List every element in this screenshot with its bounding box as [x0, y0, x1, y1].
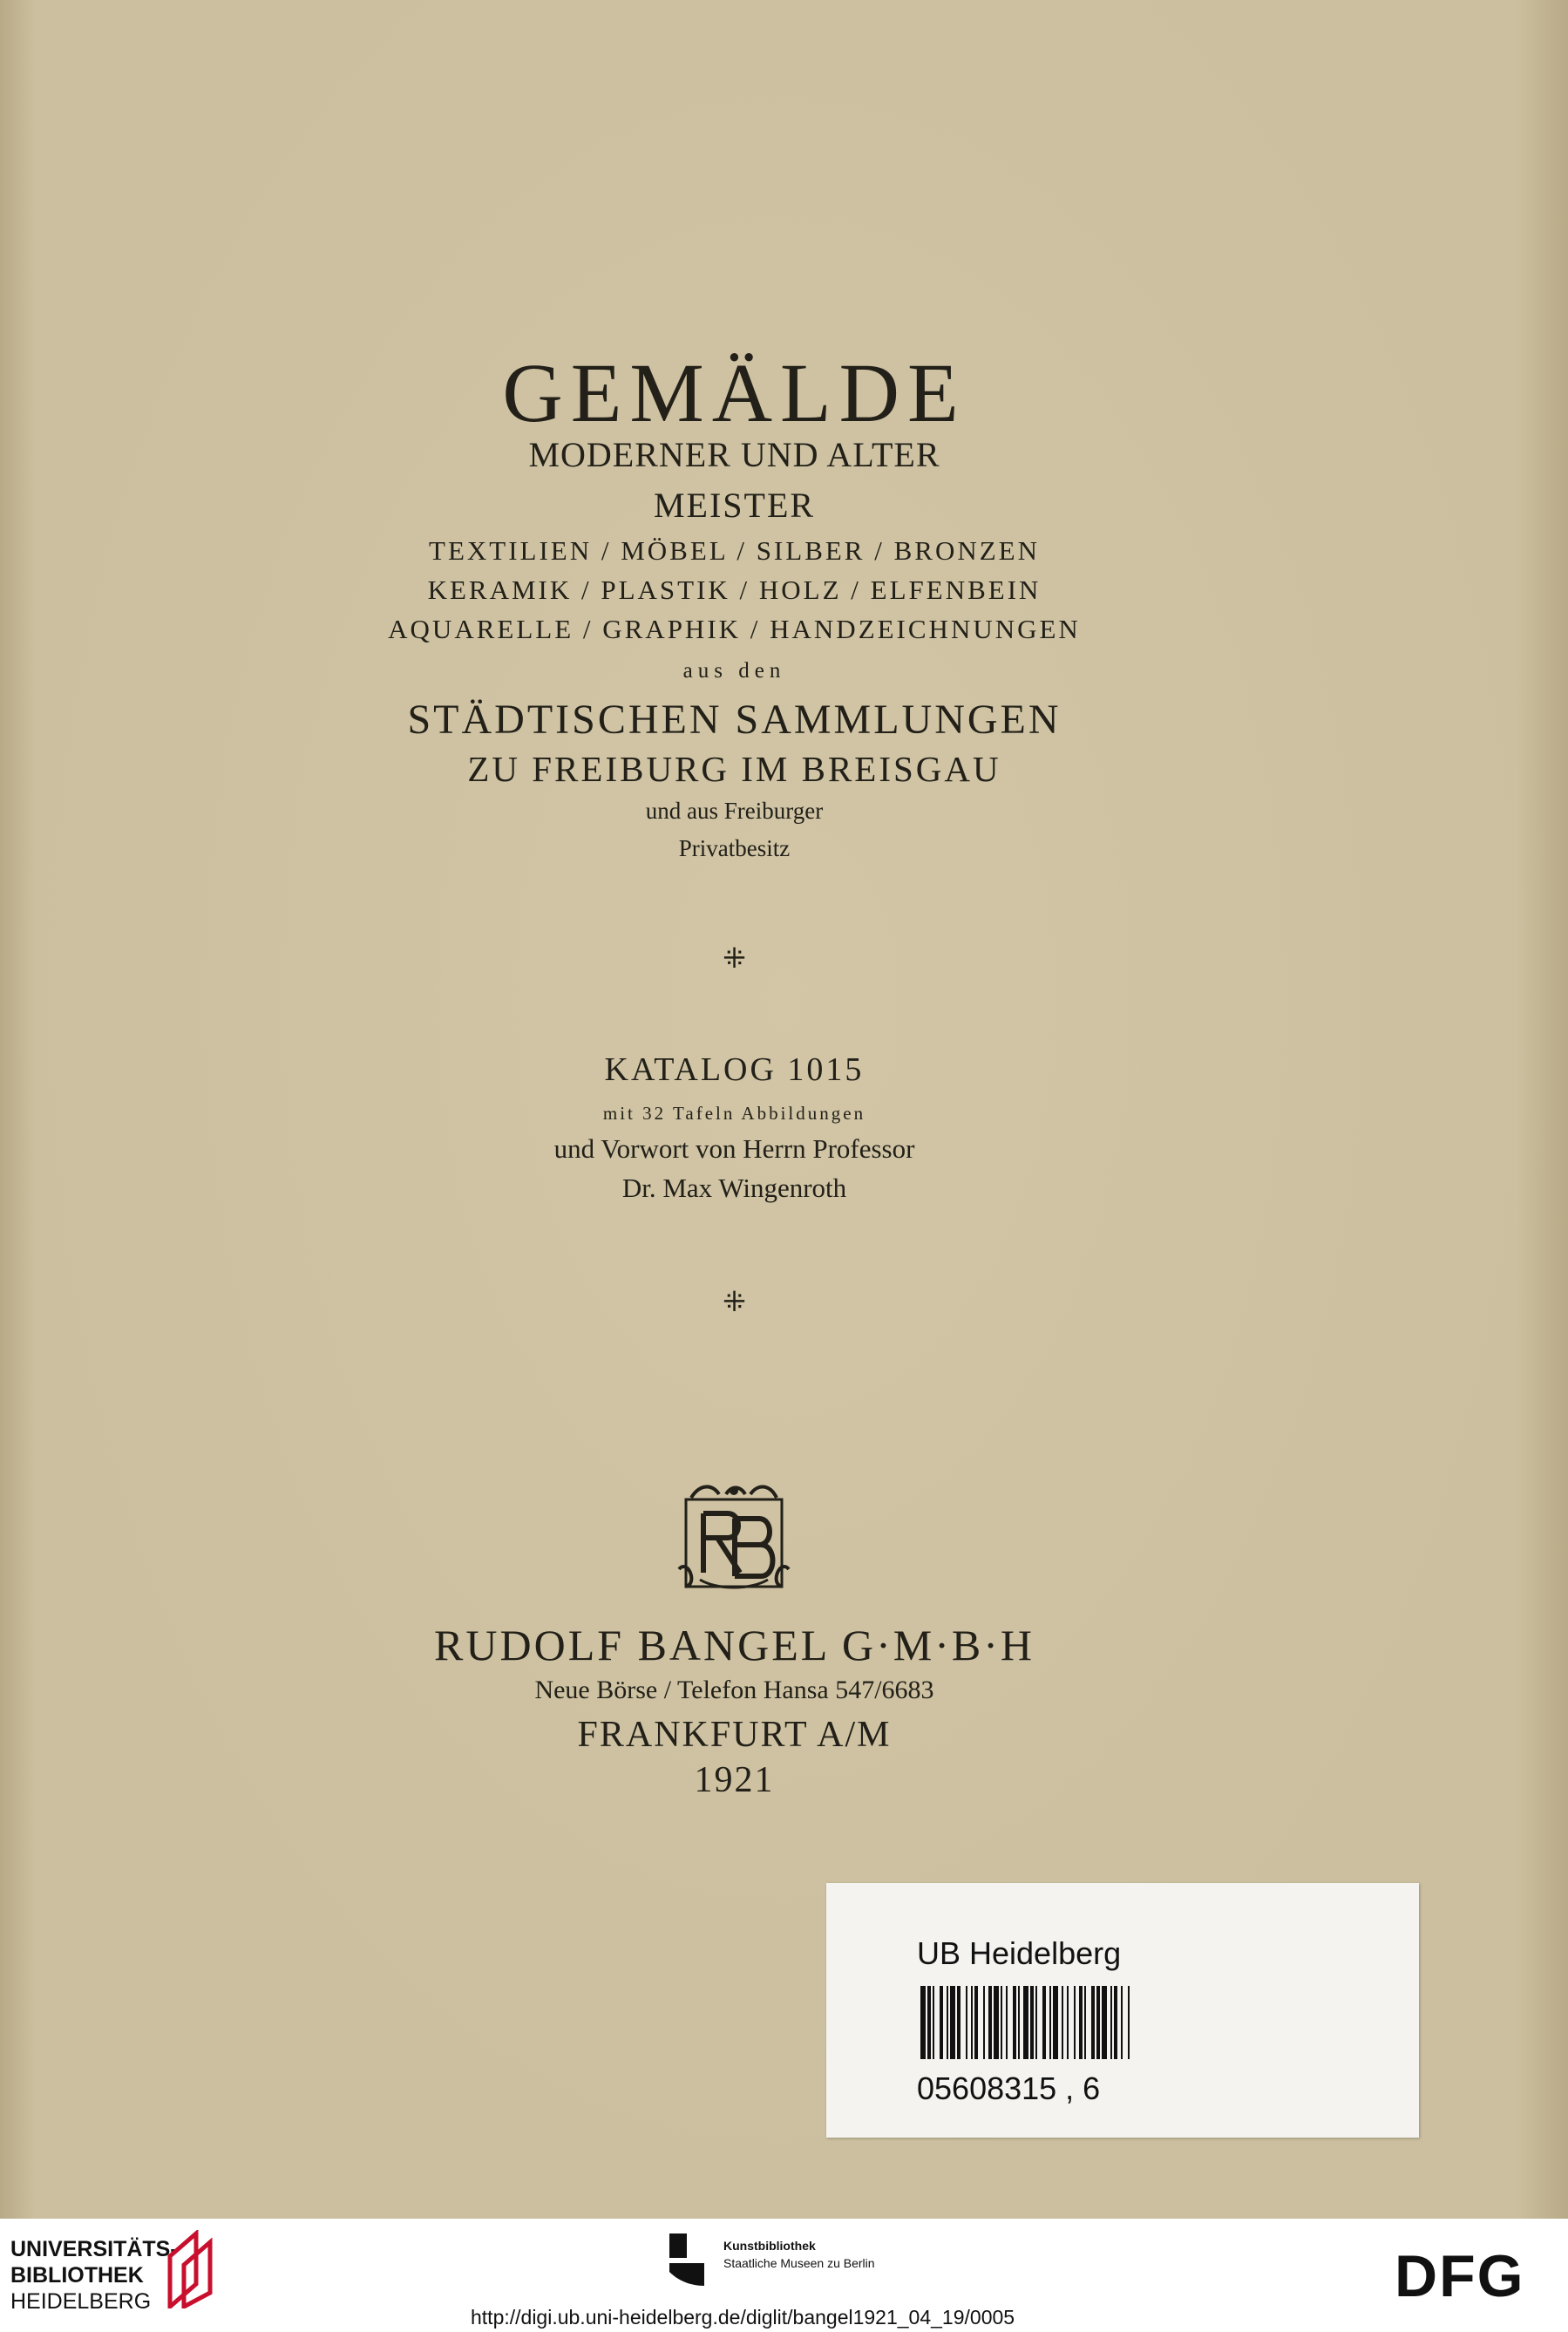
collection-line-1: STÄDTISCHEN SAMMLUNGEN [407, 697, 1062, 743]
private-collection-line-2: Privatbesitz [678, 835, 791, 861]
library-label-number: 05608315 , 6 [917, 2070, 1101, 2106]
aus-den-text: aus den [682, 659, 786, 683]
subtitle-line-1: MODERNER UND ALTER [528, 435, 940, 474]
collection-line-2: ZU FREIBURG IM BREISGAU [467, 749, 1001, 789]
library-label-title: UB Heidelberg [917, 1935, 1122, 1971]
kunstbibliothek-text [723, 2237, 875, 2272]
subtitle-line-2: MEISTER [653, 486, 816, 525]
ub-logo-line-3: HEIDELBERG [10, 2289, 152, 2314]
publisher-name: RUDOLF BANGEL G·M·B·H [434, 1621, 1035, 1669]
ub-red-mark-icon [161, 2230, 224, 2308]
plates-note: mit 32 Tafeln Abbildungen [602, 1103, 866, 1124]
rb-monogram-icon [674, 1482, 794, 1594]
kunstbibliothek-logo-icon [669, 2233, 706, 2288]
private-collection-line-1: und aus Freiburger [645, 798, 824, 824]
foreword-author: Dr. Max Wingenroth [621, 1173, 847, 1203]
foreword-note: und Vorwort von Herrn Professor [553, 1133, 915, 1164]
publisher-address: Neue Börse / Telefon Hansa 547/6683 [534, 1676, 934, 1704]
ornament-icon: ⁜ [723, 1286, 746, 1317]
kunstbibliothek-line-1: Kunstbibliothek [723, 2239, 816, 2253]
ub-logo-line-1: UNIVERSITÄTS- [10, 2237, 178, 2261]
publisher-city: FRANKFURT A/M [577, 1715, 892, 1755]
publication-year: 1921 [694, 1760, 775, 1800]
ub-logo-line-2: BIBLIOTHEK [10, 2263, 144, 2288]
catalog-number: KATALOG 1015 [604, 1051, 865, 1088]
category-line-1: TEXTILIEN / MÖBEL / SILBER / BRONZEN [429, 535, 1040, 566]
library-label [826, 1883, 1419, 2138]
kunstbibliothek-line-2: Staatliche Museen zu Berlin [723, 2256, 875, 2270]
page-title: GEMÄLDE [502, 346, 967, 439]
ub-heidelberg-logo [10, 2236, 178, 2315]
ornament-icon: ⁜ [723, 942, 746, 974]
category-line-3: AQUARELLE / GRAPHIK / HANDZEICHNUNGEN [388, 614, 1081, 644]
source-url[interactable]: http://digi.ub.uni-heidelberg.de/diglit/bangel1921_04_19/0005 [471, 2306, 1015, 2329]
barcode-icon [920, 1986, 1257, 2059]
category-line-2: KERAMIK / PLASTIK / HOLZ / ELFENBEIN [427, 575, 1042, 605]
dfg-logo: DFG [1395, 2243, 1525, 2309]
